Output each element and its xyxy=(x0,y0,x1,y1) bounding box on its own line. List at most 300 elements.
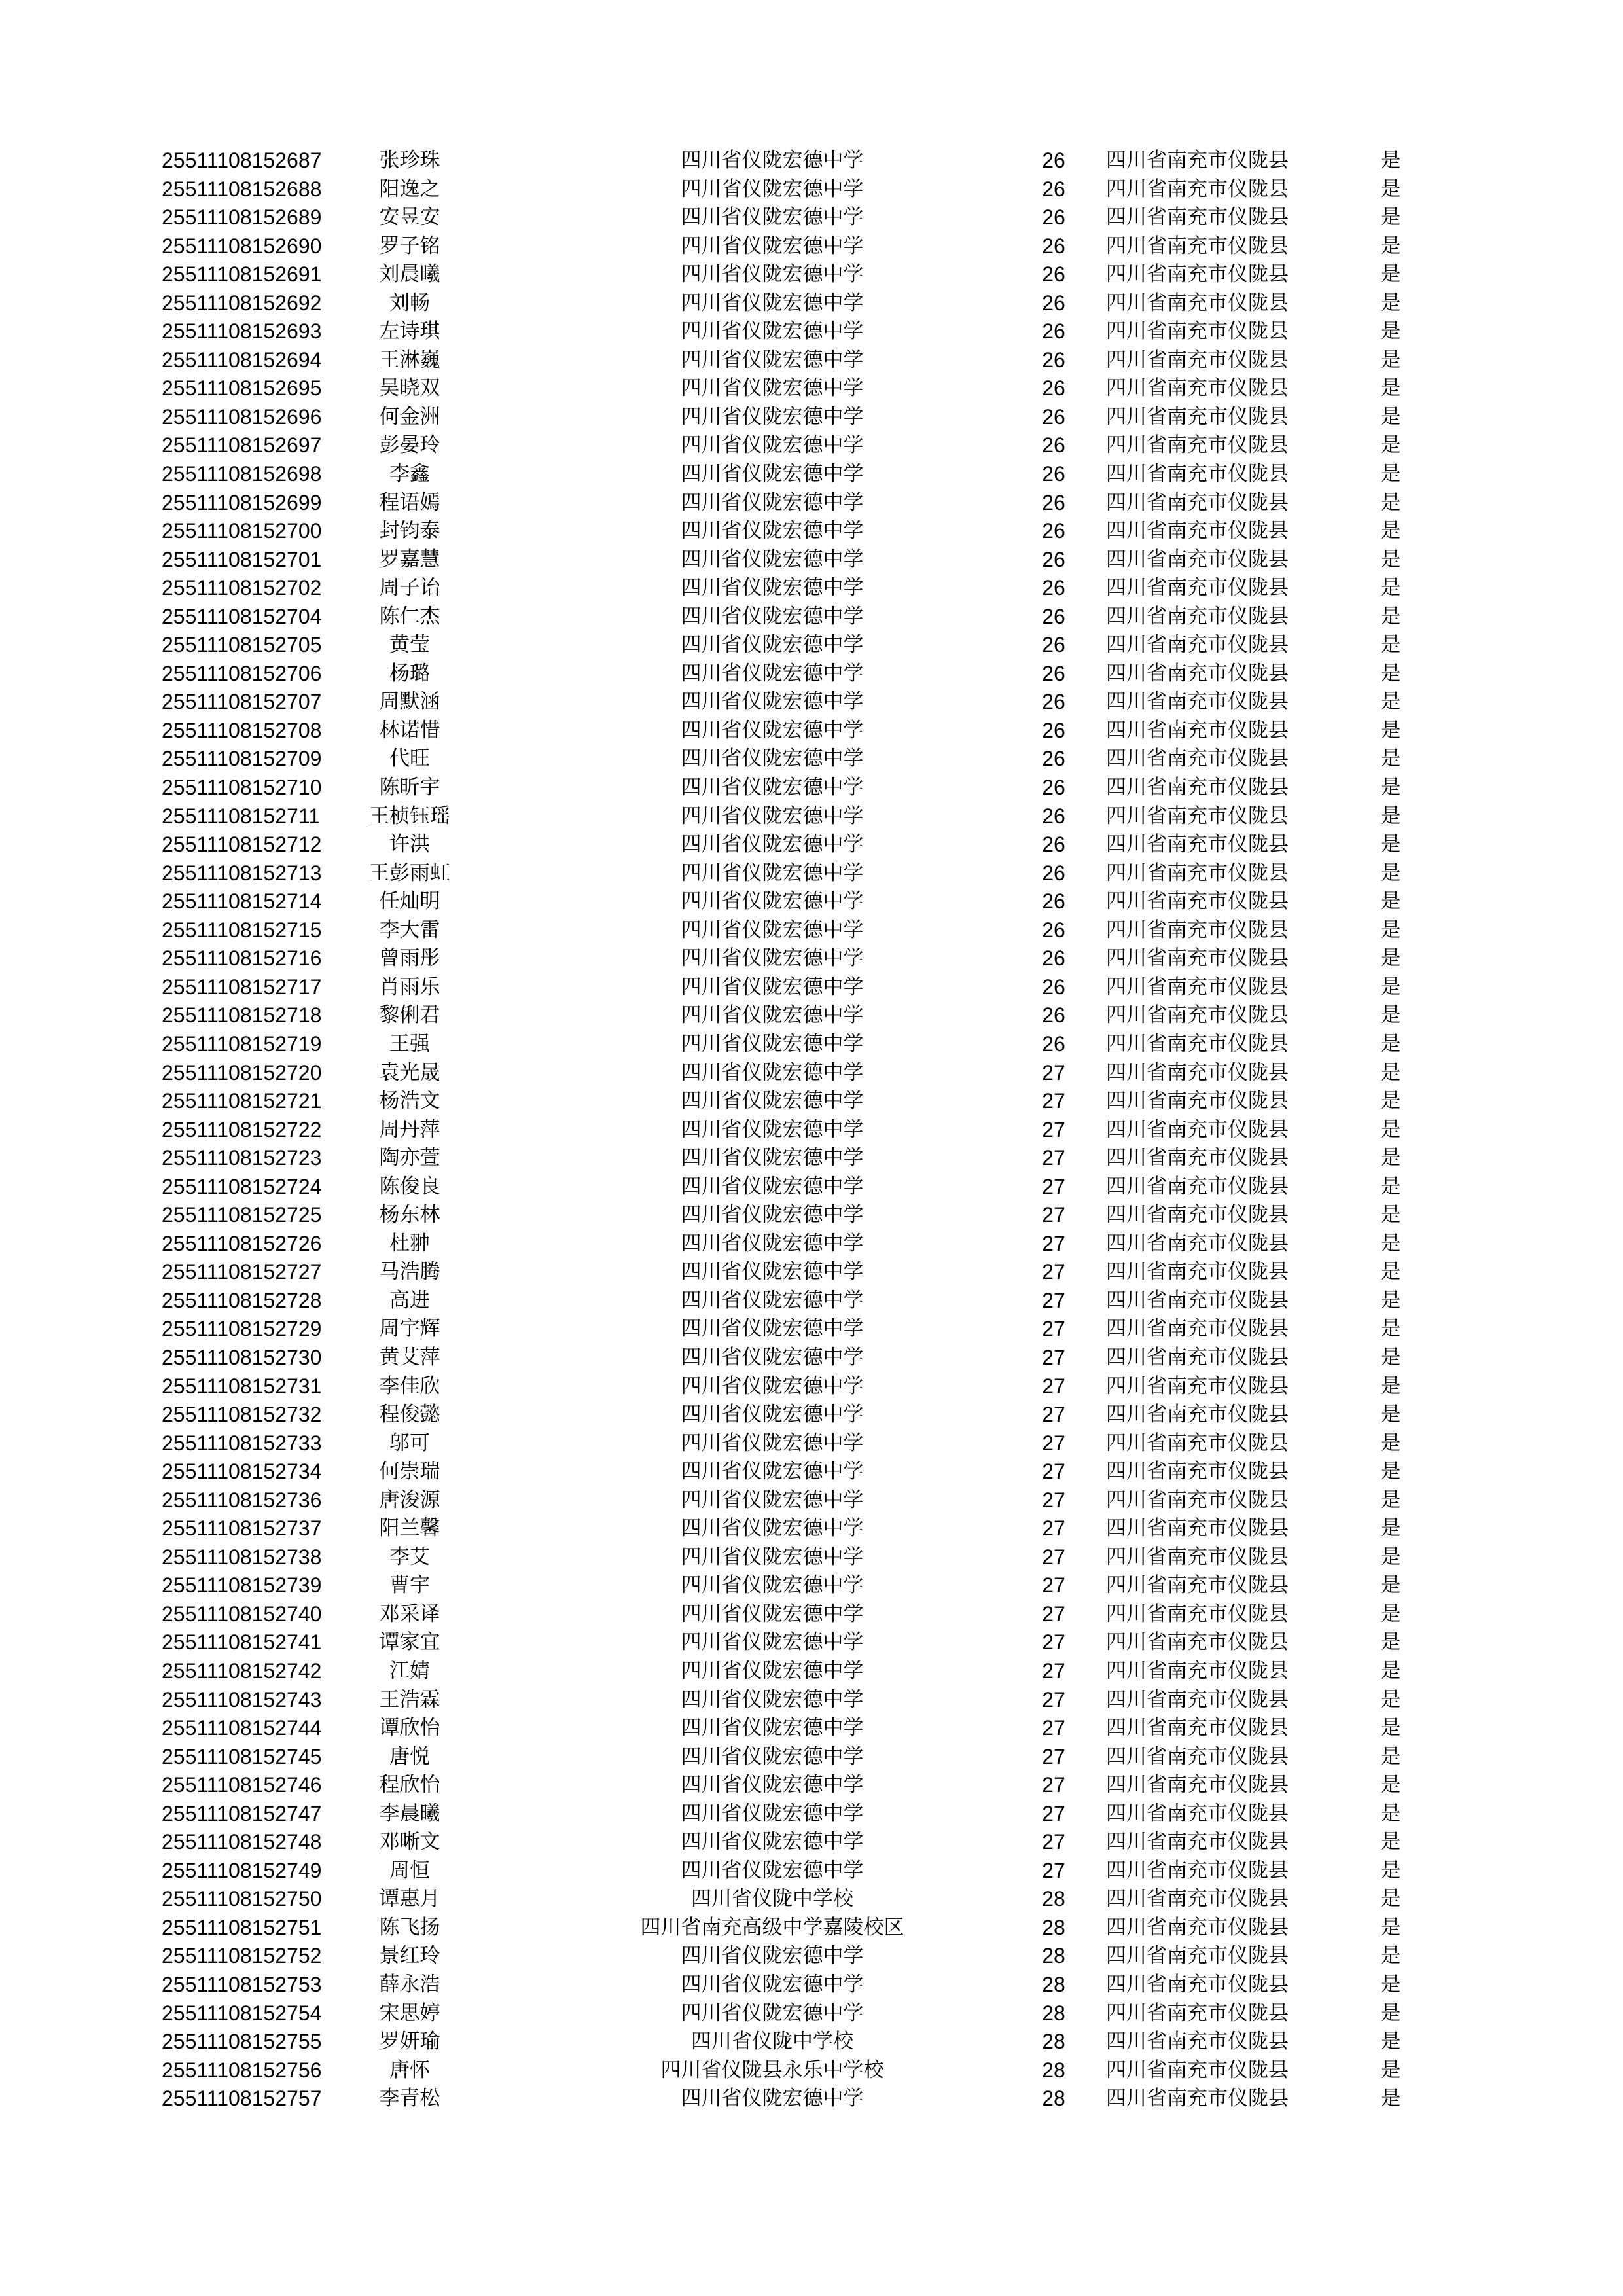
table-row xyxy=(0,1429,1623,1458)
exam-id: 25511108152693 xyxy=(162,319,322,344)
student-name: 许洪 xyxy=(389,833,430,857)
region: 四川省南充市仪陇县 xyxy=(1106,1260,1289,1284)
student-name: 陈俊良 xyxy=(379,1174,440,1198)
region: 四川省南充市仪陇县 xyxy=(1106,348,1289,372)
eligibility-flag: 是 xyxy=(1380,1031,1401,1056)
eligibility-flag: 是 xyxy=(1380,833,1401,857)
exam-id: 25511108152743 xyxy=(162,1687,322,1712)
exam-id: 25511108152714 xyxy=(162,889,322,914)
exam-id: 25511108152702 xyxy=(162,576,322,600)
eligibility-flag: 是 xyxy=(1380,177,1401,201)
table-row xyxy=(0,1828,1623,1857)
table-row xyxy=(0,1116,1623,1145)
school-name: 四川省仪陇宏德中学 xyxy=(681,1602,864,1626)
eligibility-flag: 是 xyxy=(1380,1260,1401,1284)
region: 四川省南充市仪陇县 xyxy=(1106,1516,1289,1541)
eligibility-flag: 是 xyxy=(1380,1374,1401,1398)
table-row xyxy=(0,1001,1623,1030)
group-number: 26 xyxy=(1042,833,1065,857)
eligibility-flag: 是 xyxy=(1380,604,1401,628)
school-name: 四川省仪陇宏德中学 xyxy=(681,206,864,230)
exam-id: 25511108152705 xyxy=(162,633,322,657)
table-row xyxy=(0,1173,1623,1202)
region: 四川省南充市仪陇县 xyxy=(1106,433,1289,457)
school-name: 四川省仪陇宏德中学 xyxy=(681,1260,864,1284)
student-name: 谭家宜 xyxy=(379,1630,440,1655)
eligibility-flag: 是 xyxy=(1380,433,1401,457)
group-number: 27 xyxy=(1042,1374,1065,1398)
region: 四川省南充市仪陇县 xyxy=(1106,918,1289,942)
eligibility-flag: 是 xyxy=(1380,1801,1401,1825)
group-number: 26 xyxy=(1042,633,1065,657)
table-row xyxy=(0,1372,1623,1401)
group-number: 27 xyxy=(1042,1801,1065,1825)
exam-id: 25511108152715 xyxy=(162,918,322,942)
table-row xyxy=(0,1600,1623,1629)
table-row xyxy=(0,1571,1623,1600)
group-number: 26 xyxy=(1042,604,1065,628)
exam-id: 25511108152748 xyxy=(162,1830,322,1854)
exam-id: 25511108152725 xyxy=(162,1203,322,1227)
group-number: 27 xyxy=(1042,1488,1065,1512)
region: 四川省南充市仪陇县 xyxy=(1106,1089,1289,1113)
exam-id: 25511108152697 xyxy=(162,433,322,457)
student-name: 唐浚源 xyxy=(379,1488,440,1512)
eligibility-flag: 是 xyxy=(1380,1973,1401,1996)
school-name: 四川省仪陇宏德中学 xyxy=(681,1659,864,1683)
student-name: 陶亦萱 xyxy=(379,1146,440,1170)
student-name: 杜翀 xyxy=(389,1231,430,1255)
exam-id: 25511108152737 xyxy=(162,1516,322,1541)
student-name: 陈飞扬 xyxy=(379,1915,440,1939)
eligibility-flag: 是 xyxy=(1380,319,1401,344)
exam-id: 25511108152704 xyxy=(162,604,322,628)
table-row xyxy=(0,660,1623,689)
exam-id: 25511108152690 xyxy=(162,234,322,258)
exam-id: 25511108152745 xyxy=(162,1744,322,1768)
eligibility-flag: 是 xyxy=(1380,1858,1401,1882)
student-name: 王强 xyxy=(389,1031,430,1056)
exam-id: 25511108152757 xyxy=(162,2087,322,2111)
school-name: 四川省仪陇宏德中学 xyxy=(681,234,864,258)
table-row xyxy=(0,260,1623,289)
group-number: 27 xyxy=(1042,1630,1065,1655)
school-name: 四川省仪陇宏德中学 xyxy=(681,1801,864,1825)
student-name: 唐悦 xyxy=(389,1744,430,1768)
table-row xyxy=(0,1714,1623,1743)
group-number: 27 xyxy=(1042,1687,1065,1712)
student-name: 左诗琪 xyxy=(379,319,440,344)
exam-id: 25511108152742 xyxy=(162,1659,322,1683)
exam-id: 25511108152752 xyxy=(162,1944,322,1968)
region: 四川省南充市仪陇县 xyxy=(1106,833,1289,857)
eligibility-flag: 是 xyxy=(1380,1431,1401,1455)
eligibility-flag: 是 xyxy=(1380,2087,1401,2111)
group-number: 26 xyxy=(1042,206,1065,230)
eligibility-flag: 是 xyxy=(1380,718,1401,742)
eligibility-flag: 是 xyxy=(1380,1744,1401,1768)
exam-id: 25511108152719 xyxy=(162,1031,322,1056)
school-name: 四川省仪陇宏德中学 xyxy=(681,918,864,942)
school-name: 四川省仪陇宏德中学 xyxy=(681,804,864,828)
group-number: 26 xyxy=(1042,975,1065,999)
student-name: 邬可 xyxy=(389,1431,430,1455)
eligibility-flag: 是 xyxy=(1380,404,1401,429)
region: 四川省南充市仪陇县 xyxy=(1106,946,1289,971)
table-row xyxy=(0,1230,1623,1259)
table-row xyxy=(0,1344,1623,1372)
table-row xyxy=(0,1059,1623,1088)
eligibility-flag: 是 xyxy=(1380,149,1401,172)
table-row xyxy=(0,831,1623,859)
group-number: 26 xyxy=(1042,918,1065,942)
group-number: 27 xyxy=(1042,1260,1065,1284)
region: 四川省南充市仪陇县 xyxy=(1106,1630,1289,1655)
student-name: 曹宇 xyxy=(389,1573,430,1598)
student-name: 邓晰文 xyxy=(379,1830,440,1854)
student-name: 何崇瑞 xyxy=(379,1460,440,1484)
table-row xyxy=(0,944,1623,973)
eligibility-flag: 是 xyxy=(1380,1545,1401,1569)
region: 四川省南充市仪陇县 xyxy=(1106,1031,1289,1056)
student-name: 李青松 xyxy=(379,2087,440,2111)
exam-id: 25511108152718 xyxy=(162,1003,322,1028)
table-row xyxy=(0,1800,1623,1829)
group-number: 28 xyxy=(1042,1973,1065,1996)
exam-id: 25511108152731 xyxy=(162,1374,322,1398)
group-number: 27 xyxy=(1042,1231,1065,1255)
region: 四川省南充市仪陇县 xyxy=(1106,1887,1289,1911)
exam-id: 25511108152746 xyxy=(162,1773,322,1797)
school-name: 四川省仪陇宏德中学 xyxy=(681,348,864,372)
table-row xyxy=(0,1942,1623,1971)
exam-id: 25511108152729 xyxy=(162,1317,322,1341)
exam-id: 25511108152698 xyxy=(162,462,322,486)
exam-id: 25511108152695 xyxy=(162,376,322,401)
exam-id: 25511108152734 xyxy=(162,1460,322,1484)
exam-id: 25511108152706 xyxy=(162,661,322,685)
eligibility-flag: 是 xyxy=(1380,291,1401,315)
group-number: 27 xyxy=(1042,1659,1065,1683)
group-number: 27 xyxy=(1042,1830,1065,1854)
eligibility-flag: 是 xyxy=(1380,1345,1401,1369)
student-name: 谭欣怡 xyxy=(379,1716,440,1740)
school-name: 四川省仪陇宏德中学 xyxy=(681,1003,864,1028)
eligibility-flag: 是 xyxy=(1380,1060,1401,1085)
student-name: 杨浩文 xyxy=(379,1089,440,1113)
student-name: 彭晏玲 xyxy=(379,433,440,457)
region: 四川省南充市仪陇县 xyxy=(1106,234,1289,258)
student-name: 杨璐 xyxy=(389,661,430,685)
group-number: 28 xyxy=(1042,1915,1065,1939)
school-name: 四川省仪陇宏德中学 xyxy=(681,690,864,714)
group-number: 26 xyxy=(1042,576,1065,600)
school-name: 四川省仪陇宏德中学 xyxy=(681,519,864,543)
student-name: 薛永浩 xyxy=(379,1973,440,1996)
school-name: 四川省仪陇宏德中学 xyxy=(681,946,864,971)
student-name: 李晨曦 xyxy=(379,1801,440,1825)
group-number: 28 xyxy=(1042,2087,1065,2111)
exam-id: 25511108152700 xyxy=(162,519,322,543)
group-number: 27 xyxy=(1042,1288,1065,1312)
region: 四川省南充市仪陇县 xyxy=(1106,1915,1289,1939)
eligibility-flag: 是 xyxy=(1380,1174,1401,1198)
eligibility-flag: 是 xyxy=(1380,547,1401,571)
student-name: 宋思婷 xyxy=(379,2001,440,2025)
region: 四川省南充市仪陇县 xyxy=(1106,1944,1289,1968)
exam-id: 25511108152741 xyxy=(162,1630,322,1655)
table-row xyxy=(0,2056,1623,2085)
school-name: 四川省仪陇中学校 xyxy=(691,2030,853,2054)
exam-id: 25511108152722 xyxy=(162,1117,322,1141)
table-row xyxy=(0,1486,1623,1515)
eligibility-flag: 是 xyxy=(1380,1773,1401,1797)
region: 四川省南充市仪陇县 xyxy=(1106,1374,1289,1398)
region: 四川省南充市仪陇县 xyxy=(1106,889,1289,914)
eligibility-flag: 是 xyxy=(1380,1203,1401,1227)
student-name: 安昱安 xyxy=(379,206,440,230)
school-name: 四川省仪陇宏德中学 xyxy=(681,661,864,685)
eligibility-flag: 是 xyxy=(1380,1403,1401,1427)
student-name: 周子诒 xyxy=(379,576,440,600)
school-name: 四川省仪陇宏德中学 xyxy=(681,1716,864,1740)
group-number: 26 xyxy=(1042,462,1065,486)
exam-id: 25511108152733 xyxy=(162,1431,322,1455)
exam-id: 25511108152717 xyxy=(162,975,322,999)
exam-id: 25511108152709 xyxy=(162,747,322,771)
table-row xyxy=(0,1628,1623,1657)
student-name: 罗嘉慧 xyxy=(379,547,440,571)
region: 四川省南充市仪陇县 xyxy=(1106,2001,1289,2025)
exam-id: 25511108152750 xyxy=(162,1887,322,1911)
group-number: 27 xyxy=(1042,1089,1065,1113)
exam-id: 25511108152696 xyxy=(162,404,322,429)
table-row xyxy=(0,460,1623,489)
region: 四川省南充市仪陇县 xyxy=(1106,604,1289,628)
school-name: 四川省仪陇宏德中学 xyxy=(681,1174,864,1198)
student-name: 陈仁杰 xyxy=(379,604,440,628)
exam-id: 25511108152721 xyxy=(162,1089,322,1113)
region: 四川省南充市仪陇县 xyxy=(1106,747,1289,771)
group-number: 26 xyxy=(1042,262,1065,287)
region: 四川省南充市仪陇县 xyxy=(1106,1687,1289,1712)
region: 四川省南充市仪陇县 xyxy=(1106,1203,1289,1227)
student-name: 李鑫 xyxy=(389,462,430,486)
student-name: 高进 xyxy=(389,1288,430,1312)
student-name: 程俊懿 xyxy=(379,1403,440,1427)
student-name: 程欣怡 xyxy=(379,1773,440,1797)
region: 四川省南充市仪陇县 xyxy=(1106,1345,1289,1369)
table-row xyxy=(0,489,1623,518)
group-number: 26 xyxy=(1042,348,1065,372)
group-number: 27 xyxy=(1042,1117,1065,1141)
school-name: 四川省仪陇宏德中学 xyxy=(681,490,864,514)
table-row xyxy=(0,317,1623,346)
eligibility-flag: 是 xyxy=(1380,1516,1401,1541)
exam-id: 25511108152687 xyxy=(162,149,322,172)
table-row xyxy=(0,1144,1623,1173)
table-row xyxy=(0,2085,1623,2113)
table-row xyxy=(0,374,1623,403)
eligibility-flag: 是 xyxy=(1380,1944,1401,1968)
region: 四川省南充市仪陇县 xyxy=(1106,1231,1289,1255)
school-name: 四川省仪陇宏德中学 xyxy=(681,462,864,486)
student-name: 马浩腾 xyxy=(379,1260,440,1284)
exam-id: 25511108152724 xyxy=(162,1174,322,1198)
school-name: 四川省仪陇宏德中学 xyxy=(681,1573,864,1598)
group-number: 26 xyxy=(1042,404,1065,429)
region: 四川省南充市仪陇县 xyxy=(1106,1174,1289,1198)
group-number: 28 xyxy=(1042,1944,1065,1968)
region: 四川省南充市仪陇县 xyxy=(1106,206,1289,230)
table-row xyxy=(0,688,1623,717)
group-number: 26 xyxy=(1042,519,1065,543)
school-name: 四川省仪陇宏德中学 xyxy=(681,633,864,657)
exam-id: 25511108152755 xyxy=(162,2030,322,2054)
region: 四川省南充市仪陇县 xyxy=(1106,2030,1289,2054)
eligibility-flag: 是 xyxy=(1380,1830,1401,1854)
student-name: 黄莹 xyxy=(389,633,430,657)
table-row xyxy=(0,574,1623,603)
eligibility-flag: 是 xyxy=(1380,2001,1401,2025)
table-row xyxy=(0,888,1623,916)
exam-id: 25511108152753 xyxy=(162,1973,322,1996)
exam-id: 25511108152756 xyxy=(162,2058,322,2082)
student-name: 周默涵 xyxy=(379,690,440,714)
school-name: 四川省仪陇宏德中学 xyxy=(681,1089,864,1113)
group-number: 27 xyxy=(1042,1858,1065,1882)
region: 四川省南充市仪陇县 xyxy=(1106,376,1289,401)
school-name: 四川省仪陇宏德中学 xyxy=(681,1460,864,1484)
table-row xyxy=(0,1686,1623,1715)
group-number: 26 xyxy=(1042,804,1065,828)
exam-id: 25511108152751 xyxy=(162,1915,322,1939)
roster-table xyxy=(0,147,1623,2113)
eligibility-flag: 是 xyxy=(1380,462,1401,486)
school-name: 四川省仪陇县永乐中学校 xyxy=(660,2058,884,2082)
school-name: 四川省仪陇宏德中学 xyxy=(681,1773,864,1797)
group-number: 26 xyxy=(1042,490,1065,514)
school-name: 四川省仪陇宏德中学 xyxy=(681,177,864,201)
student-name: 黎俐君 xyxy=(379,1003,440,1028)
school-name: 四川省仪陇宏德中学 xyxy=(681,833,864,857)
group-number: 27 xyxy=(1042,1460,1065,1484)
table-row xyxy=(0,1515,1623,1543)
exam-id: 25511108152707 xyxy=(162,690,322,714)
eligibility-flag: 是 xyxy=(1380,234,1401,258)
region: 四川省南充市仪陇县 xyxy=(1106,633,1289,657)
table-row xyxy=(0,1885,1623,1914)
eligibility-flag: 是 xyxy=(1380,1488,1401,1512)
student-name: 罗妍瑜 xyxy=(379,2030,440,2054)
exam-id: 25511108152713 xyxy=(162,861,322,885)
table-row xyxy=(0,289,1623,318)
region: 四川省南充市仪陇县 xyxy=(1106,1659,1289,1683)
eligibility-flag: 是 xyxy=(1380,1887,1401,1911)
exam-id: 25511108152712 xyxy=(162,833,322,857)
table-row xyxy=(0,1401,1623,1429)
school-name: 四川省仪陇宏德中学 xyxy=(681,2001,864,2025)
school-name: 四川省仪陇宏德中学 xyxy=(681,861,864,885)
region: 四川省南充市仪陇县 xyxy=(1106,576,1289,600)
school-name: 四川省仪陇宏德中学 xyxy=(681,1203,864,1227)
group-number: 27 xyxy=(1042,1345,1065,1369)
exam-id: 25511108152730 xyxy=(162,1345,322,1369)
school-name: 四川省仪陇宏德中学 xyxy=(681,776,864,800)
region: 四川省南充市仪陇县 xyxy=(1106,776,1289,800)
school-name: 四川省仪陇宏德中学 xyxy=(681,262,864,287)
student-name: 张珍珠 xyxy=(379,149,440,172)
group-number: 27 xyxy=(1042,1516,1065,1541)
exam-id: 25511108152740 xyxy=(162,1602,322,1626)
region: 四川省南充市仪陇县 xyxy=(1106,1801,1289,1825)
school-name: 四川省仪陇宏德中学 xyxy=(681,149,864,172)
group-number: 27 xyxy=(1042,1602,1065,1626)
eligibility-flag: 是 xyxy=(1380,1573,1401,1598)
group-number: 27 xyxy=(1042,1573,1065,1598)
eligibility-flag: 是 xyxy=(1380,633,1401,657)
student-name: 阳逸之 xyxy=(379,177,440,201)
table-row xyxy=(0,859,1623,888)
student-name: 曾雨彤 xyxy=(379,946,440,971)
eligibility-flag: 是 xyxy=(1380,206,1401,230)
student-name: 代旺 xyxy=(389,747,430,771)
table-row xyxy=(0,973,1623,1002)
group-number: 27 xyxy=(1042,1773,1065,1797)
group-number: 26 xyxy=(1042,547,1065,571)
eligibility-flag: 是 xyxy=(1380,1687,1401,1712)
school-name: 四川省仪陇宏德中学 xyxy=(681,604,864,628)
eligibility-flag: 是 xyxy=(1380,975,1401,999)
eligibility-flag: 是 xyxy=(1380,1630,1401,1655)
table-row xyxy=(0,431,1623,460)
region: 四川省南充市仪陇县 xyxy=(1106,1744,1289,1768)
region: 四川省南充市仪陇县 xyxy=(1106,1317,1289,1341)
region: 四川省南充市仪陇县 xyxy=(1106,1716,1289,1740)
eligibility-flag: 是 xyxy=(1380,490,1401,514)
table-row xyxy=(0,717,1623,745)
table-row xyxy=(0,546,1623,575)
school-name: 四川省仪陇宏德中学 xyxy=(681,1031,864,1056)
student-name: 罗子铭 xyxy=(379,234,440,258)
region: 四川省南充市仪陇县 xyxy=(1106,1858,1289,1882)
table-row xyxy=(0,204,1623,232)
region: 四川省南充市仪陇县 xyxy=(1106,1573,1289,1598)
exam-id: 25511108152710 xyxy=(162,776,322,800)
school-name: 四川省仪陇宏德中学 xyxy=(681,1545,864,1569)
exam-id: 25511108152749 xyxy=(162,1858,322,1882)
region: 四川省南充市仪陇县 xyxy=(1106,1460,1289,1484)
group-number: 26 xyxy=(1042,319,1065,344)
student-name: 王桢钰瑶 xyxy=(369,804,450,828)
region: 四川省南充市仪陇县 xyxy=(1106,1117,1289,1141)
group-number: 27 xyxy=(1042,1744,1065,1768)
student-name: 黄艾萍 xyxy=(379,1345,440,1369)
exam-id: 25511108152688 xyxy=(162,177,322,201)
exam-id: 25511108152691 xyxy=(162,262,322,287)
group-number: 26 xyxy=(1042,1003,1065,1028)
eligibility-flag: 是 xyxy=(1380,1716,1401,1740)
table-row xyxy=(0,1258,1623,1287)
region: 四川省南充市仪陇县 xyxy=(1106,1003,1289,1028)
eligibility-flag: 是 xyxy=(1380,1117,1401,1141)
student-name: 景红玲 xyxy=(379,1944,440,1968)
student-name: 刘晨曦 xyxy=(379,262,440,287)
student-name: 李艾 xyxy=(389,1545,430,1569)
table-row xyxy=(0,2028,1623,2056)
group-number: 26 xyxy=(1042,177,1065,201)
region: 四川省南充市仪陇县 xyxy=(1106,1060,1289,1085)
